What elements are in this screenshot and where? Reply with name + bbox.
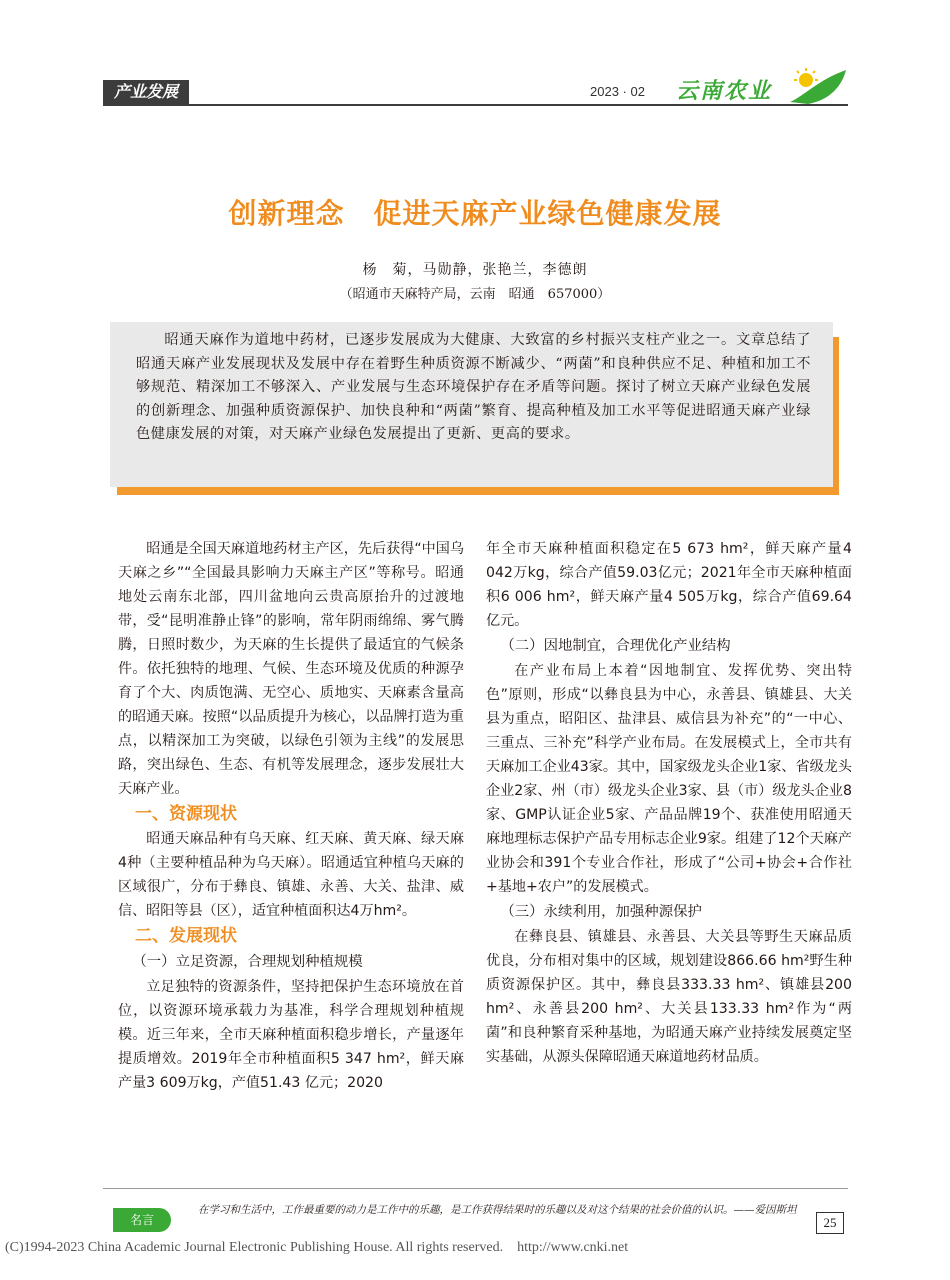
- magazine-logo-icon: [784, 66, 848, 106]
- issue-number: 2023 · 02: [590, 84, 645, 99]
- heading-resources: 一、资源现状: [135, 804, 237, 824]
- protection-paragraph: 在彝良县、镇雄县、永善县、大关县等野生天麻品质优良，分布相对集中的区域，规划建设866.66 hm²野生种质资源保护区。其中，彝良县333.33 hm²、镇雄县200 hm²、永善县200 hm²、大关县133.33 hm²作为“两菌”和良种繁育采种基地，为昭通天麻产业持续发展奠定坚实基础，从源头保障昭通天麻道地药材品质。: [486, 929, 852, 1065]
- page-number: 25: [816, 1212, 844, 1234]
- magazine-name: 云南农业: [676, 79, 773, 104]
- subheading-planning: （一）立足资源，合理规划种植规模: [132, 954, 363, 970]
- article-title: 创新理念 促进天麻产业绿色健康发展: [228, 197, 722, 230]
- layout-paragraph: 在产业布局上本着“因地制宜、发挥优势、突出特色”原则，形成“以彝良县为中心，永善县、镇雄县、大关县为重点，昭阳区、盐津县、威信县为补充”的“一中心、三重点、三补充”科学产业布局。在发展模式上，全市共有天麻加工企业43家。其中，国家级龙头企业1家、省级龙头企业2家、州（市）级龙头企业3家、县（市）级龙头企业8家、GMP认证企业5家、产品品牌19个、获准使用昭通天麻地理标志保护产品专用标志企业9家。组建了12个天麻产业协会和391个专业合作社，形成了“公司+协会+合作社+基地+农户”的发展模式。: [486, 663, 852, 895]
- quote-label: 名言: [113, 1208, 171, 1232]
- body-column-left: [118, 537, 464, 1095]
- copyright-notice: (C)1994-2023 China Academic Journal Electronic Publishing House. All rights reserved. http://www.cnki.net: [5, 1240, 629, 1255]
- subheading-protection: （三）永续利用，加强种源保护: [500, 904, 702, 920]
- body-column-right: [486, 537, 852, 1069]
- intro-paragraph: 昭通是全国天麻道地药材主产区，先后获得“中国乌天麻之乡”“全国最具影响力天麻主产区”等称号。昭通地处云南东北部，四川盆地向云贵高原抬升的过渡地带，受“昆明准静止锋”的影响，常年阴雨绵绵、雾气腾腾，日照时数少，为天麻的生长提供了最适宜的气候条件。依托独特的地理、气候、生态环境及优质的种源孕育了个大、肉质饱满、无空心、质地实、天麻素含量高的昭通天麻。按照“以品质提升为核心，以品牌打造为重点，以精深加工为突破，以绿色引领为主线”的发展思路，突出绿色、生态、有机等发展理念，逐步发展壮大天麻产业。: [118, 541, 464, 797]
- continued-paragraph: 年全市天麻种植面积稳定在5 673 hm²，鲜天麻产量4 042万kg，综合产值59.03亿元；2021年全市天麻种植面积6 006 hm²，鲜天麻产量4 505万kg，综合产值69.64亿元。: [486, 541, 852, 629]
- footer-divider: [103, 1188, 848, 1189]
- abstract-text: 昭通天麻作为道地中药材，已逐步发展成为大健康、大致富的乡村振兴支柱产业之一。文章总结了昭通天麻产业发展现状及发展中存在着野生种质资源不断减少、“两菌”和良种供应不足、种植和加工不够规范、精深加工不够深入、产业发展与生态环境保护存在矛盾等问题。探讨了树立天麻产业绿色发展的创新理念、加强种质资源保护、加快良种和“两菌”繁育、提高种植及加工水平等促进昭通天麻产业绿色健康发展的对策，对天麻产业绿色发展提出了更新、更高的要求。: [136, 332, 811, 442]
- subheading-layout: （二）因地制宜，合理优化产业结构: [500, 638, 731, 654]
- affiliation: （昭通市天麻特产局，云南 昭通 657000）: [339, 287, 611, 302]
- author-list: 杨 菊，马勋静，张艳兰，李德朗: [362, 262, 588, 278]
- resources-paragraph: 昭通天麻品种有乌天麻、红天麻、黄天麻、绿天麻4种（主要种植品种为乌天麻）。昭通适宜种植乌天麻的区域很广，分布于彝良、镇雄、永善、大关、盐津、威信、昭阳等县（区），适宜种植面积达4万hm²。: [118, 831, 464, 919]
- heading-development: 二、发展现状: [135, 926, 237, 946]
- planning-paragraph: 立足独特的资源条件，坚持把保护生态环境放在首位，以资源环境承载力为基准，科学合理规划种植规模。近三年来，全市天麻种植面积稳步增长，产量逐年提质增效。2019年全市种植面积5 347 hm²，鲜天麻产量3 609万kg，产值51.43 亿元；2020: [118, 979, 464, 1091]
- section-tag: 产业发展: [103, 80, 189, 104]
- footer-quote: 在学习和生活中，工作最重要的动力是工作中的乐趣，是工作获得结果时的乐趣以及对这个结果的社会价值的认识。——爱因斯坦: [198, 1204, 797, 1216]
